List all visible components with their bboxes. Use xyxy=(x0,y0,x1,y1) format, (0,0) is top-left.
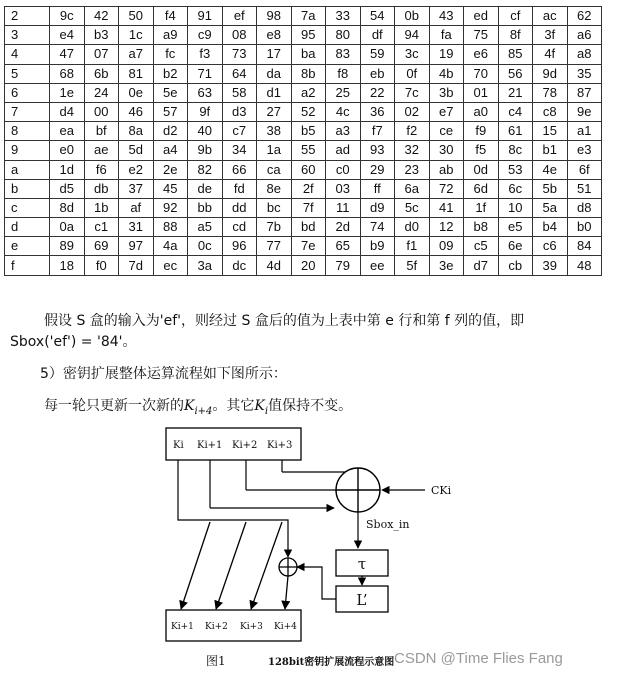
sbox-cell: 57 xyxy=(153,102,188,121)
sbox-cell: 18 xyxy=(50,256,85,275)
sbox-cell: 6a xyxy=(395,179,430,198)
k-i-plus-4-math: $K_{i+4}$ xyxy=(184,398,213,417)
sbox-row-header: f xyxy=(5,256,50,275)
sbox-cell: 79 xyxy=(326,256,361,275)
sbox-cell: c7 xyxy=(222,122,257,141)
sbox-cell: 5d xyxy=(119,141,154,160)
sbox-cell: 1d xyxy=(50,160,85,179)
sbox-cell: 91 xyxy=(188,7,223,26)
sbox-cell: 6c xyxy=(498,179,533,198)
sbox-cell: c9 xyxy=(188,26,223,45)
sbox-cell: 1b xyxy=(84,198,119,217)
sbox-cell: 2d xyxy=(326,218,361,237)
sbox-cell: 8f xyxy=(498,26,533,45)
sbox-cell: d1 xyxy=(257,83,292,102)
sbox-cell: d4 xyxy=(50,102,85,121)
sbox-cell: 4e xyxy=(533,160,568,179)
sbox-cell: d8 xyxy=(567,198,602,217)
sbox-cell: 2f xyxy=(291,179,326,198)
sbox-cell: 95 xyxy=(291,26,326,45)
sbox-cell: c6 xyxy=(533,237,568,256)
sbox-cell: ea xyxy=(50,122,85,141)
top-key-label-2: Ki+2 xyxy=(232,440,258,451)
sbox-cell: 5f xyxy=(395,256,430,275)
sbox-row xyxy=(5,45,602,64)
sbox-cell: bf xyxy=(84,122,119,141)
sbox-cell: f2 xyxy=(395,122,430,141)
sbox-cell: 53 xyxy=(498,160,533,179)
sbox-cell: a4 xyxy=(153,141,188,160)
cki-label: CKi xyxy=(431,484,452,497)
sbox-cell: 62 xyxy=(567,7,602,26)
bottom-key-label-3: Ki+4 xyxy=(274,622,297,632)
sbox-cell: f1 xyxy=(395,237,430,256)
sbox-cell: 52 xyxy=(291,102,326,121)
sbox-cell: fa xyxy=(429,26,464,45)
figure-caption: 128bit密钥扩展流程示意图 xyxy=(268,657,395,668)
sbox-cell: bc xyxy=(257,198,292,217)
small-xor-symbol xyxy=(279,558,297,576)
sbox-cell: d3 xyxy=(222,102,257,121)
sbox-cell: 4a xyxy=(153,237,188,256)
sbox-cell: 9f xyxy=(188,102,223,121)
sbox-cell: e3 xyxy=(567,141,602,160)
sbox-cell: 20 xyxy=(291,256,326,275)
round-update-prefix: 每一轮只更新一次新的 xyxy=(44,398,184,414)
sbox-cell: 6f xyxy=(567,160,602,179)
sbox-cell: a7 xyxy=(119,45,154,64)
sbox-cell: 48 xyxy=(567,256,602,275)
sbox-cell: 11 xyxy=(326,198,361,217)
sbox-cell: cf xyxy=(498,7,533,26)
sbox-cell: 19 xyxy=(429,45,464,64)
sbox-cell: 3f xyxy=(533,26,568,45)
sbox-cell: a0 xyxy=(464,102,499,121)
l-label: L’ xyxy=(356,591,368,609)
sbox-cell: 47 xyxy=(50,45,85,64)
sbox-cell: 87 xyxy=(567,83,602,102)
sbox-row-header: 7 xyxy=(5,102,50,121)
sbox-row xyxy=(5,141,602,160)
sbox-cell: ac xyxy=(533,7,568,26)
sbox-cell: 3b xyxy=(429,83,464,102)
sbox-cell: 69 xyxy=(84,237,119,256)
sbox-cell: ce xyxy=(429,122,464,141)
sbox-cell: ed xyxy=(464,7,499,26)
sbox-cell: d2 xyxy=(153,122,188,141)
sbox-cell: 6e xyxy=(498,237,533,256)
sbox-cell: 8a xyxy=(119,122,154,141)
sbox-cell: 92 xyxy=(153,198,188,217)
sbox-cell: 55 xyxy=(291,141,326,160)
sbox-cell: 5e xyxy=(153,83,188,102)
top-key-box xyxy=(166,428,301,460)
sbox-cell: 2e xyxy=(153,160,188,179)
sbox-cell: 78 xyxy=(533,83,568,102)
sbox-cell: c5 xyxy=(464,237,499,256)
sbox-cell: c8 xyxy=(533,102,568,121)
cki-input xyxy=(382,484,452,497)
sbox-cell: 09 xyxy=(429,237,464,256)
sbox-cell: 84 xyxy=(567,237,602,256)
top-key-label-3: Ki+3 xyxy=(267,440,293,451)
sbox-cell: bb xyxy=(188,198,223,217)
l-transform-box xyxy=(336,586,388,612)
sbox-cell: 4c xyxy=(326,102,361,121)
sbox-row-header: c xyxy=(5,198,50,217)
sbox-cell: a1 xyxy=(567,122,602,141)
sbox-cell: cb xyxy=(498,256,533,275)
bottom-key-label-1: Ki+2 xyxy=(205,622,228,632)
sbox-cell: 9c xyxy=(50,7,85,26)
sbox-cell: 23 xyxy=(395,160,430,179)
sbox-cell: 93 xyxy=(360,141,395,160)
sbox-cell: d9 xyxy=(360,198,395,217)
top-key-label-0: Ki xyxy=(173,440,184,451)
sbox-row xyxy=(5,256,602,275)
sbox-row-header: 3 xyxy=(5,26,50,45)
sbox-cell: 74 xyxy=(360,218,395,237)
sbox-cell: 9d xyxy=(533,64,568,83)
sbox-cell: e6 xyxy=(464,45,499,64)
sbox-row-header: b xyxy=(5,179,50,198)
sbox-cell: e8 xyxy=(257,26,292,45)
paragraph-sbox-result: Sbox('ef') = '84'。 xyxy=(10,334,137,350)
sbox-cell: 8b xyxy=(291,64,326,83)
sbox-cell: 17 xyxy=(257,45,292,64)
sbox-cell: 40 xyxy=(188,122,223,141)
sbox-cell: 0e xyxy=(119,83,154,102)
sbox-cell: 1a xyxy=(257,141,292,160)
sbox-cell: 03 xyxy=(326,179,361,198)
sbox-cell: 96 xyxy=(222,237,257,256)
sbox-row xyxy=(5,83,602,102)
sbox-cell: ee xyxy=(360,256,395,275)
sbox-cell: 81 xyxy=(119,64,154,83)
sbox-cell: a2 xyxy=(291,83,326,102)
sbox-cell: b1 xyxy=(533,141,568,160)
sbox-cell: 32 xyxy=(395,141,430,160)
shift-arrows xyxy=(181,522,288,609)
sbox-row-header: 4 xyxy=(5,45,50,64)
sbox-cell: b5 xyxy=(291,122,326,141)
sbox-cell: 39 xyxy=(533,256,568,275)
sbox-cell: 73 xyxy=(222,45,257,64)
figure-number: 图1 xyxy=(206,654,226,668)
sbox-cell: 89 xyxy=(50,237,85,256)
sbox-cell: 65 xyxy=(326,237,361,256)
sbox-cell: c4 xyxy=(498,102,533,121)
round-update-suffix: 值保持不变。 xyxy=(268,398,353,414)
sbox-row xyxy=(5,122,602,141)
sbox-cell: 77 xyxy=(257,237,292,256)
sbox-cell: b8 xyxy=(464,218,499,237)
sbox-cell: e5 xyxy=(498,218,533,237)
sbox-cell: b3 xyxy=(84,26,119,45)
sbox-row xyxy=(5,102,602,121)
sbox-cell: 5a xyxy=(533,198,568,217)
sbox-cell: 37 xyxy=(119,179,154,198)
sbox-row xyxy=(5,198,602,217)
sbox-cell: 82 xyxy=(188,160,223,179)
sbox-cell: 07 xyxy=(84,45,119,64)
sbox-cell: 4d xyxy=(257,256,292,275)
sbox-cell: d7 xyxy=(464,256,499,275)
sbox-cell: 9b xyxy=(188,141,223,160)
sbox-cell: eb xyxy=(360,64,395,83)
sbox-cell: f9 xyxy=(464,122,499,141)
sbox-table xyxy=(4,6,602,276)
sbox-cell: 1f xyxy=(464,198,499,217)
k-i-math: $K_i$ xyxy=(254,398,269,417)
sbox-cell: 8e xyxy=(257,179,292,198)
sbox-row xyxy=(5,64,602,83)
sbox-cell: 21 xyxy=(498,83,533,102)
tau-box xyxy=(336,550,388,576)
sbox-cell: 63 xyxy=(188,83,223,102)
sbox-cell: e2 xyxy=(119,160,154,179)
sbox-cell: 42 xyxy=(84,7,119,26)
sbox-cell: 30 xyxy=(429,141,464,160)
sbox-cell: c1 xyxy=(84,218,119,237)
sbox-in-label: Sbox_in xyxy=(366,518,410,531)
sbox-cell: 36 xyxy=(360,102,395,121)
sbox-cell: df xyxy=(360,26,395,45)
sbox-cell: db xyxy=(84,179,119,198)
sbox-cell: f3 xyxy=(188,45,223,64)
sbox-cell: 72 xyxy=(429,179,464,198)
sbox-cell: f4 xyxy=(153,7,188,26)
sbox-row-header: d xyxy=(5,218,50,237)
sbox-cell: 3c xyxy=(395,45,430,64)
sbox-cell: a9 xyxy=(153,26,188,45)
sbox-row-header: 2 xyxy=(5,7,50,26)
sbox-cell: 80 xyxy=(326,26,361,45)
sbox-cell: 02 xyxy=(395,102,430,121)
sbox-row-header: 8 xyxy=(5,122,50,141)
sbox-cell: 85 xyxy=(498,45,533,64)
sbox-cell: 5b xyxy=(533,179,568,198)
sbox-cell: 15 xyxy=(533,122,568,141)
sbox-cell: 43 xyxy=(429,7,464,26)
sbox-cell: d5 xyxy=(50,179,85,198)
sbox-cell: 58 xyxy=(222,83,257,102)
sbox-cell: 94 xyxy=(395,26,430,45)
paragraph-round-update xyxy=(44,395,352,423)
xor-input-lines xyxy=(210,460,358,508)
sbox-cell: b9 xyxy=(360,237,395,256)
sbox-cell: f8 xyxy=(326,64,361,83)
sbox-cell: f6 xyxy=(84,160,119,179)
sbox-cell: a6 xyxy=(567,26,602,45)
sbox-cell: e4 xyxy=(50,26,85,45)
sbox-cell: 3a xyxy=(188,256,223,275)
sbox-table-body xyxy=(5,7,602,276)
sbox-cell: 68 xyxy=(50,64,85,83)
sbox-cell: de xyxy=(188,179,223,198)
sbox-cell: 0c xyxy=(188,237,223,256)
sbox-cell: 98 xyxy=(257,7,292,26)
sbox-cell: 7f xyxy=(291,198,326,217)
sbox-cell: 01 xyxy=(464,83,499,102)
sbox-cell: 0b xyxy=(395,7,430,26)
sbox-cell: 8d xyxy=(50,198,85,217)
sbox-cell: 66 xyxy=(222,160,257,179)
sbox-cell: 9e xyxy=(567,102,602,121)
sbox-cell: ad xyxy=(326,141,361,160)
sbox-cell: ab xyxy=(429,160,464,179)
sbox-row xyxy=(5,7,602,26)
sbox-cell: 45 xyxy=(153,179,188,198)
bottom-key-box xyxy=(166,610,301,641)
sbox-cell: b2 xyxy=(153,64,188,83)
key-expansion-diagram xyxy=(0,420,619,676)
sbox-cell: a3 xyxy=(326,122,361,141)
sbox-cell: 35 xyxy=(567,64,602,83)
sbox-cell: ec xyxy=(153,256,188,275)
sbox-cell: 60 xyxy=(291,160,326,179)
sbox-cell: d0 xyxy=(395,218,430,237)
sbox-cell: f5 xyxy=(464,141,499,160)
sbox-cell: 64 xyxy=(222,64,257,83)
sbox-cell: 6d xyxy=(464,179,499,198)
sbox-cell: 56 xyxy=(498,64,533,83)
sbox-cell: 31 xyxy=(119,218,154,237)
sbox-cell: fc xyxy=(153,45,188,64)
sbox-cell: dd xyxy=(222,198,257,217)
sbox-cell: 12 xyxy=(429,218,464,237)
sbox-cell: 1e xyxy=(50,83,85,102)
tau-label: τ xyxy=(357,555,367,573)
sbox-row xyxy=(5,160,602,179)
sbox-cell: 50 xyxy=(119,7,154,26)
paragraph-key-expansion-heading: 5）密钥扩展整体运算流程如下图所示： xyxy=(40,366,287,382)
sbox-cell: b0 xyxy=(567,218,602,237)
sbox-cell: 00 xyxy=(84,102,119,121)
sbox-cell: 27 xyxy=(257,102,292,121)
sbox-row xyxy=(5,26,602,45)
sbox-cell: 33 xyxy=(326,7,361,26)
l-to-xor-line xyxy=(297,567,336,599)
sbox-cell: 24 xyxy=(84,83,119,102)
sbox-cell: ca xyxy=(257,160,292,179)
round-update-middle: 。其它 xyxy=(212,398,255,414)
sbox-cell: e0 xyxy=(50,141,85,160)
sbox-cell: ef xyxy=(222,7,257,26)
bottom-key-label-0: Ki+1 xyxy=(171,622,194,632)
sbox-cell: dc xyxy=(222,256,257,275)
sbox-cell: 08 xyxy=(222,26,257,45)
sbox-cell: 7a xyxy=(291,7,326,26)
sbox-cell: 54 xyxy=(360,7,395,26)
sbox-cell: 0f xyxy=(395,64,430,83)
sbox-row-header: 9 xyxy=(5,141,50,160)
big-xor-symbol xyxy=(336,468,380,512)
sbox-row-header: a xyxy=(5,160,50,179)
sbox-cell: f7 xyxy=(360,122,395,141)
sbox-row-header: e xyxy=(5,237,50,256)
bottom-key-label-2: Ki+3 xyxy=(240,622,263,632)
sbox-cell: ba xyxy=(291,45,326,64)
sbox-cell: 71 xyxy=(188,64,223,83)
sbox-cell: 4f xyxy=(533,45,568,64)
sbox-cell: da xyxy=(257,64,292,83)
sbox-cell: 70 xyxy=(464,64,499,83)
sbox-row xyxy=(5,237,602,256)
sbox-cell: 0a xyxy=(50,218,85,237)
sbox-cell: 8c xyxy=(498,141,533,160)
sbox-cell: 0d xyxy=(464,160,499,179)
sbox-cell: c0 xyxy=(326,160,361,179)
sbox-cell: 59 xyxy=(360,45,395,64)
sbox-row-header: 5 xyxy=(5,64,50,83)
sbox-cell: 46 xyxy=(119,102,154,121)
sbox-cell: 75 xyxy=(464,26,499,45)
sbox-row xyxy=(5,218,602,237)
sbox-cell: 1c xyxy=(119,26,154,45)
sbox-cell: a5 xyxy=(188,218,223,237)
sbox-cell: 83 xyxy=(326,45,361,64)
sbox-cell: 25 xyxy=(326,83,361,102)
sbox-cell: fd xyxy=(222,179,257,198)
sbox-cell: 88 xyxy=(153,218,188,237)
sbox-cell: bd xyxy=(291,218,326,237)
sbox-cell: 34 xyxy=(222,141,257,160)
sbox-cell: 10 xyxy=(498,198,533,217)
sbox-cell: f0 xyxy=(84,256,119,275)
sbox-cell: 5c xyxy=(395,198,430,217)
sbox-cell: b4 xyxy=(533,218,568,237)
sbox-cell: 6b xyxy=(84,64,119,83)
sbox-cell: af xyxy=(119,198,154,217)
sbox-cell: ff xyxy=(360,179,395,198)
sbox-cell: 7c xyxy=(395,83,430,102)
sbox-cell: 7b xyxy=(257,218,292,237)
top-key-label-1: Ki+1 xyxy=(197,440,223,451)
sbox-cell: 61 xyxy=(498,122,533,141)
sbox-cell: 3e xyxy=(429,256,464,275)
sbox-cell: 7d xyxy=(119,256,154,275)
sbox-row xyxy=(5,179,602,198)
sbox-cell: cd xyxy=(222,218,257,237)
sbox-cell: 22 xyxy=(360,83,395,102)
sbox-cell: 51 xyxy=(567,179,602,198)
sbox-cell: 41 xyxy=(429,198,464,217)
sbox-cell: 38 xyxy=(257,122,292,141)
sbox-cell: 7e xyxy=(291,237,326,256)
sbox-row-header: 6 xyxy=(5,83,50,102)
sbox-cell: ae xyxy=(84,141,119,160)
sbox-cell: 29 xyxy=(360,160,395,179)
sbox-cell: 97 xyxy=(119,237,154,256)
sbox-cell: a8 xyxy=(567,45,602,64)
csdn-watermark: CSDN @Time Flies Fang xyxy=(394,650,563,667)
sbox-cell: e7 xyxy=(429,102,464,121)
paragraph-sbox-example: 假设 S 盒的输入为'ef'，则经过 S 盒后的值为上表中第 e 行和第 f 列的值，即 xyxy=(44,313,525,329)
sbox-cell: 4b xyxy=(429,64,464,83)
